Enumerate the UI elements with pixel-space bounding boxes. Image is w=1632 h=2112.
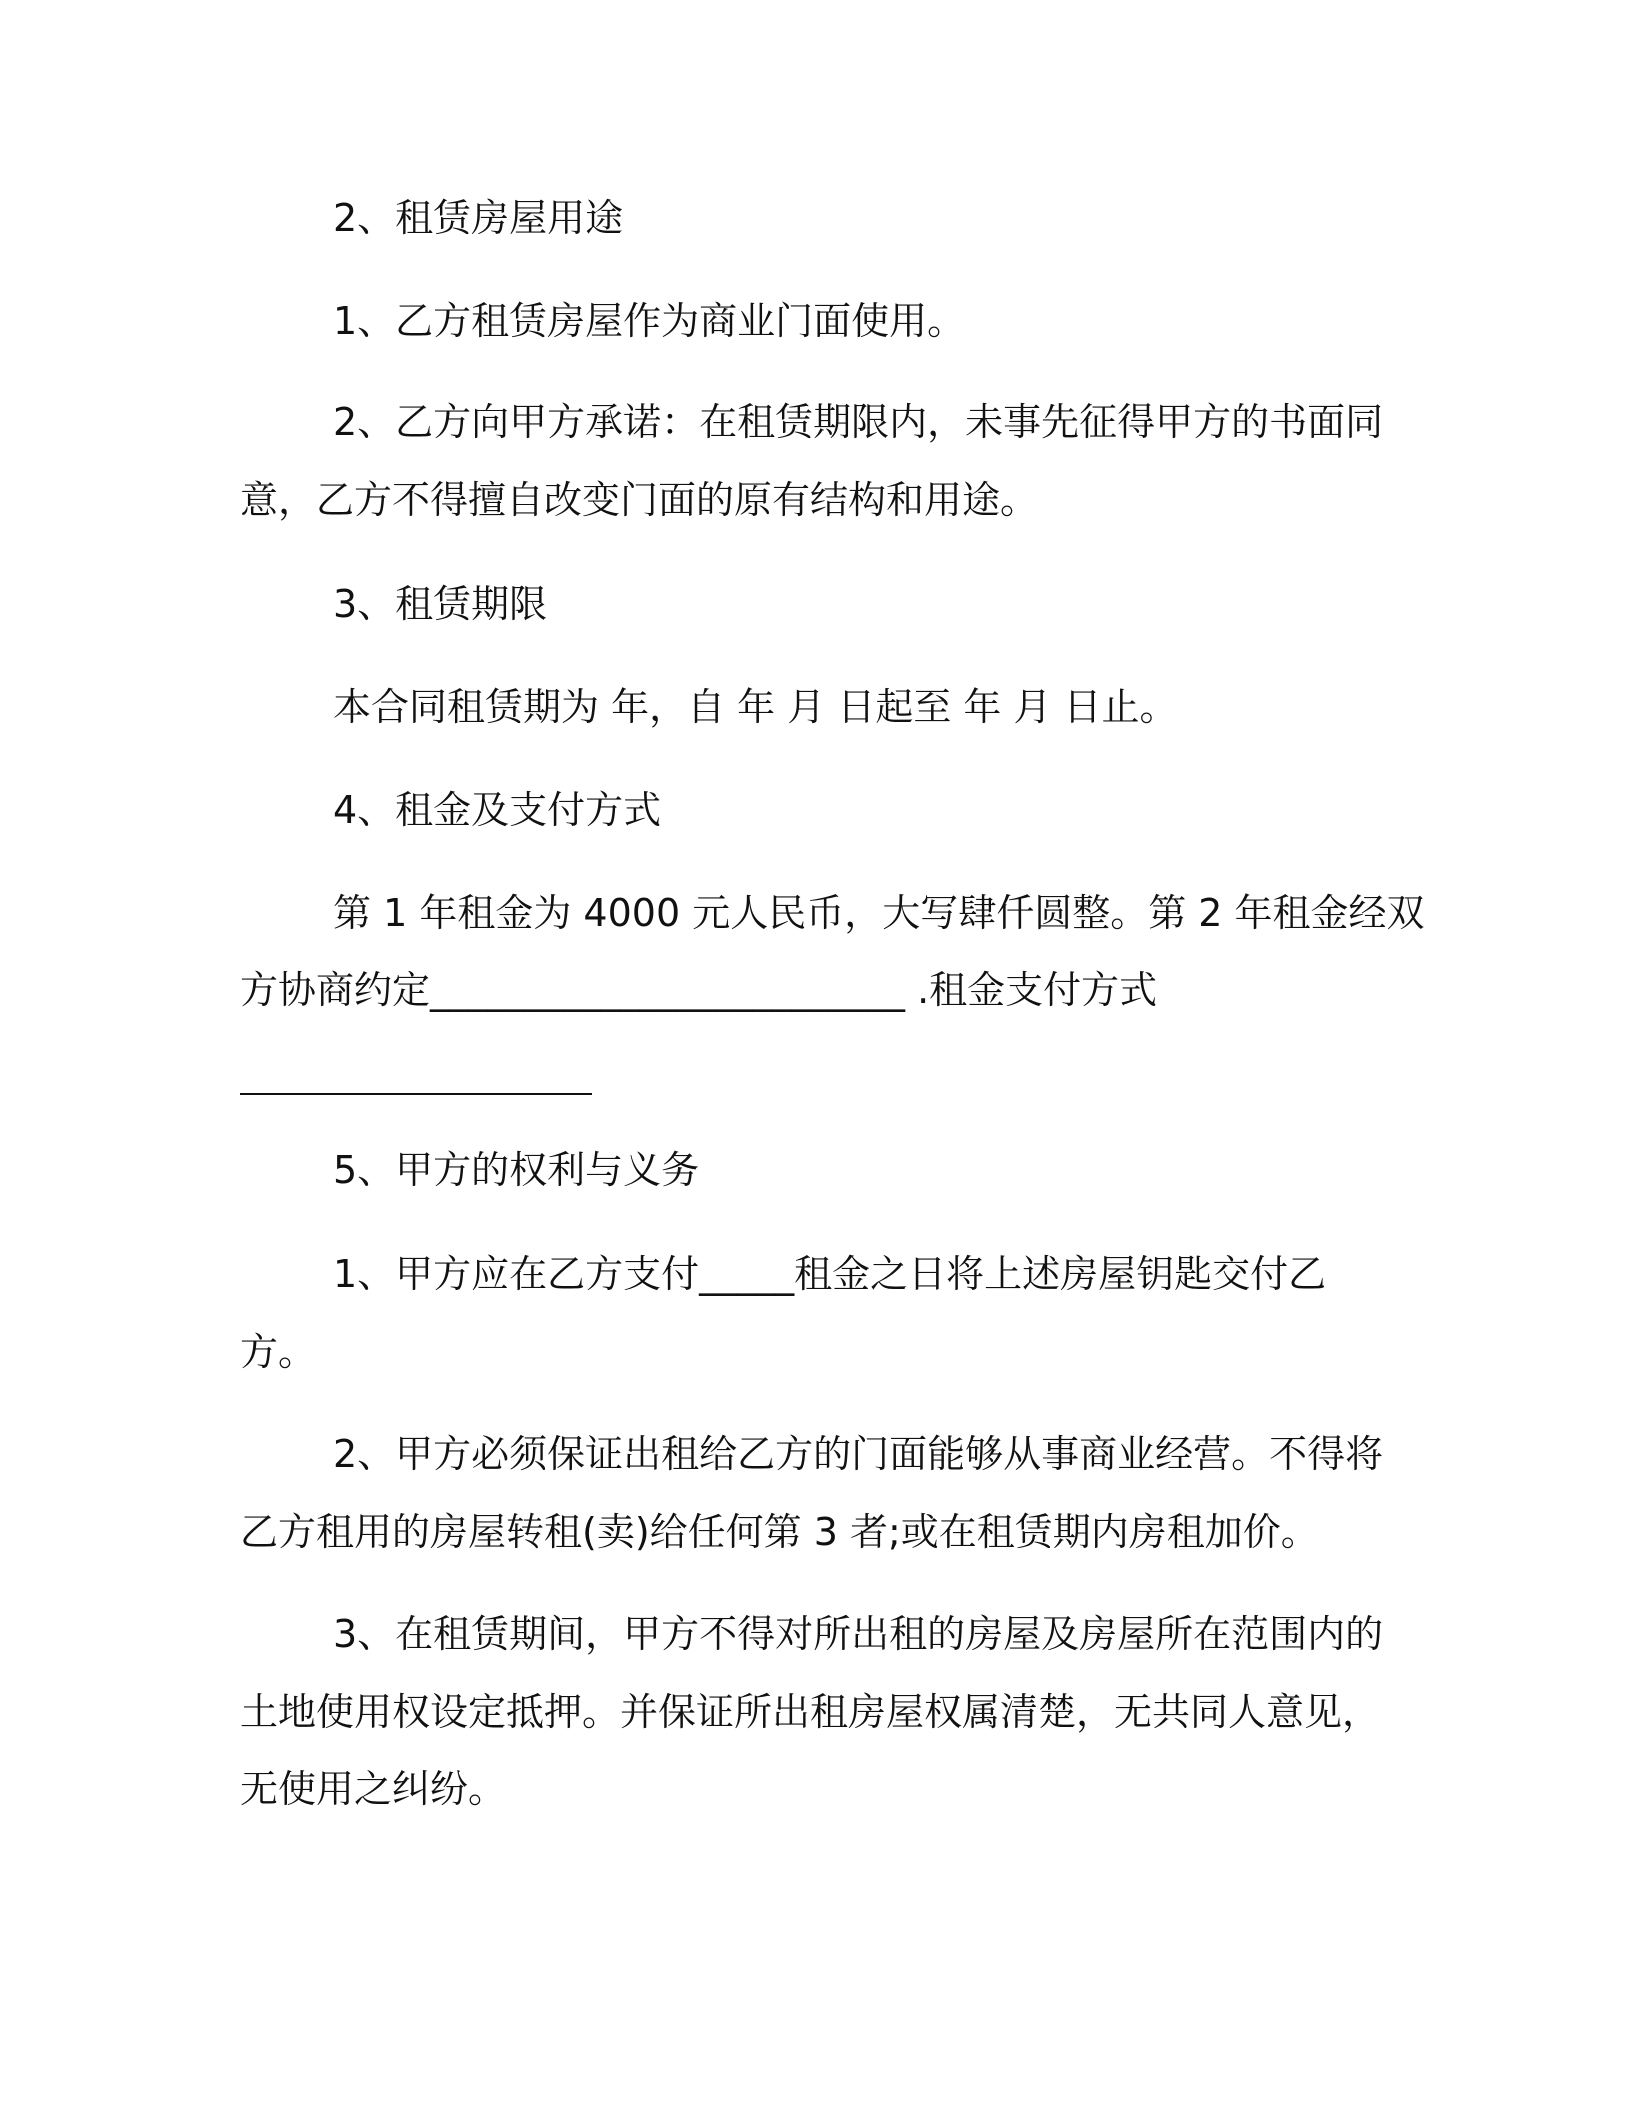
clause-usage-2-line1: 2、乙方向甲方承诺：在租赁期限内，未事先征得甲方的书面同 — [333, 400, 1384, 444]
clause-rent-line1: 第 1 年租金为 4000 元人民币，大写肆仟圆整。第 2 年租金经双 — [333, 891, 1425, 935]
section-heading-rent: 4、租金及支付方式 — [333, 788, 662, 832]
clause-usage-1: 1、乙方租赁房屋作为商业门面使用。 — [333, 299, 966, 343]
clause-lessor-3-line2: 土地使用权设定抵押。并保证所出租房屋权属清楚，无共同人意见， — [240, 1690, 1381, 1734]
clause-lessor-3-line1: 3、在租赁期间，甲方不得对所出租的房屋及房屋所在范围内的 — [333, 1612, 1384, 1656]
clause-term: 本合同租赁期为 年，自 年 月 日起至 年 月 日止。 — [333, 685, 1178, 729]
clause-lessor-2-line1: 2、甲方必须保证出租给乙方的门面能够从事商业经营。不得将 — [333, 1432, 1384, 1476]
section-heading-term: 3、租赁期限 — [333, 582, 548, 626]
blank-fill-line — [240, 1093, 592, 1095]
clause-lessor-2-line2: 乙方租用的房屋转租(卖)给任何第 3 者;或在租赁期内房租加价。 — [240, 1510, 1319, 1554]
clause-rent-line2: 方协商约定_________________________ .租金支付方式 — [240, 968, 1158, 1012]
section-heading-usage: 2、租赁房屋用途 — [333, 196, 624, 240]
clause-lessor-1-line2: 方。 — [240, 1330, 317, 1374]
section-heading-lessor-rights: 5、甲方的权利与义务 — [333, 1148, 700, 1192]
clause-lessor-1-line1: 1、甲方应在乙方支付_____租金之日将上述房屋钥匙交付乙 — [333, 1252, 1327, 1296]
clause-lessor-3-line3: 无使用之纠纷。 — [240, 1767, 507, 1811]
clause-usage-2-line2: 意，乙方不得擅自改变门面的原有结构和用途。 — [240, 478, 1039, 522]
